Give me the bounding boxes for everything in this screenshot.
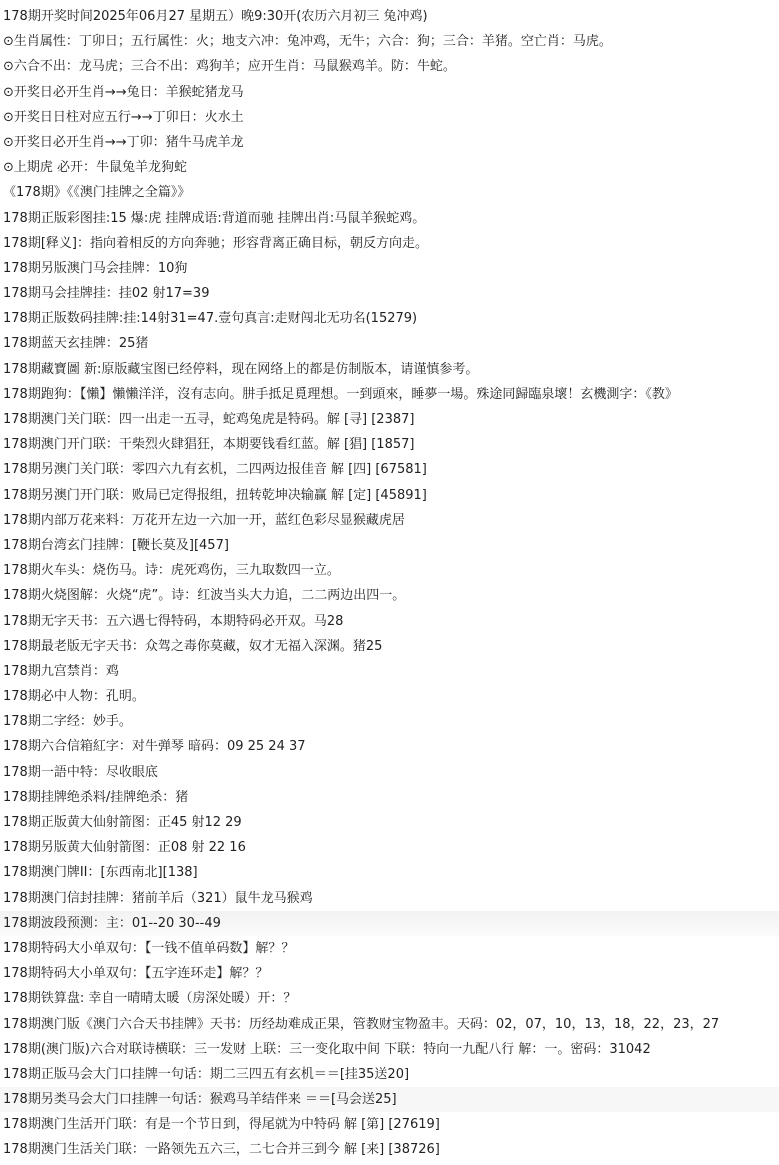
text-line: 178期特码大小单双句：【一钱不值单码数】解？？ bbox=[3, 940, 295, 956]
text-line: 178期特码大小单双句：【五字连环走】解？？ bbox=[3, 966, 269, 982]
article-body bbox=[0, 4, 779, 1163]
text-line: 178期另版黄大仙射箭图：正08 射 22 16 bbox=[3, 840, 246, 856]
text-line: 178期一語中特：尽收眼底 bbox=[3, 764, 158, 780]
text-line: 178期正版数码挂牌:挂:14射31=47.壹句真言:走财闯北无功名(15279) bbox=[3, 311, 418, 327]
text-line: 178期澳门信封挂牌：猪前羊后（321）鼠牛龙马猴鸡 bbox=[3, 890, 313, 906]
text-line: 178期铁算盘: 幸自一晴晴太暖（房深处暖）开：？ bbox=[3, 991, 297, 1007]
text-line: 178期另版澳门马会挂牌：10狗 bbox=[3, 260, 188, 276]
text-line: 178期火烧图解：火烧“虎”。诗：红波当头大力追，二二两边出四一。 bbox=[3, 588, 406, 604]
text-line: 178期内部万花来料：万花开左边一六加一开，蓝红色彩尽显猴藏虎居 bbox=[3, 512, 405, 528]
liuhe-line: ⊙六合不出：龙马虎；三合不出：鸡狗羊；应开生肖：马鼠猴鸡羊。防：牛蛇。 bbox=[3, 59, 456, 75]
text-line: 178期二字经：妙手。 bbox=[3, 714, 132, 730]
text-line: 178期火车头：烧伤马。诗：虎死鸡伤，三九取数四一立。 bbox=[3, 563, 340, 579]
text-line: 178期必中人物：孔明。 bbox=[3, 689, 145, 705]
text-line: 178期挂牌绝杀料/挂牌绝杀：猪 bbox=[3, 789, 189, 805]
dingmao-zodiac-line: ⊙开奖日必开生肖→→丁卯：猪牛马虎羊龙 bbox=[3, 134, 244, 150]
text-line: 178期(澳门版)六合对联诗横联：三一发财 上联：三一变化取中间 下联：特向一九配八行 解：一。密码：31042 bbox=[3, 1041, 651, 1057]
draw-time-line: 178期开奖时间2025年06月27 星期五）晚9:30开(农历六月初三 兔冲鸡) bbox=[3, 9, 428, 24]
must-open-zodiac-line: ⊙开奖日必开生肖→→兔日：羊猴蛇猪龙马 bbox=[3, 84, 244, 100]
text-line: 178期澳门版《澳门六合天书挂牌》天书：历经劫难成正果，管教财宝物盈丰。天码：02，07，10，13，18，22，23，27 bbox=[3, 1016, 720, 1032]
text-line: 178期台湾玄门挂牌：[鞭长莫及][457] bbox=[3, 537, 229, 553]
text-line: 178期跑狗：【懶】懶懶洋洋，沒有志向。肼手抵足覓理想。一到頭來，睡夢一場。殊途同歸臨泉壞！玄機測字：《教》 bbox=[3, 386, 678, 402]
text-line: 178期澳门关门联：四一出走一五寻，蛇鸡兔虎是特码。解 [寻] [2387] bbox=[3, 412, 415, 427]
text-line: 178期另澳门开门联：败局已定得报组，扭转乾坤决输赢 解 [定] [45891] bbox=[3, 487, 427, 503]
text-line: 178期[释义]：指向着相反的方向奔驰；形容背离正确目标，朝反方向走。 bbox=[3, 235, 428, 251]
text-line: 178期澳门牌II：[东西南北][138] bbox=[3, 865, 198, 881]
text-line: 178期正版彩图挂:15 爆:虎 挂牌成语:背道而驰 挂牌出肖:马鼠羊猴蛇鸡。 bbox=[3, 210, 426, 226]
text-line: 178期另澳门关门联：零四六九有玄机，二四两边报佳音 解 [四] [67581] bbox=[3, 462, 427, 478]
text-line: 178期澳门生活关门联：一路领先五六三，二七合并三到今 解 [来] [38726] bbox=[3, 1142, 440, 1158]
text-line: 178期波段预测：主：01--20 30--49 bbox=[0, 911, 779, 936]
last-period-line: ⊙上期虎 必开：牛鼠兔羊龙狗蛇 bbox=[3, 160, 188, 176]
text-line: 178期六合信箱紅字：对牛弹琴 暗码：09 25 24 37 bbox=[3, 739, 306, 755]
text-line: 178期澳门生活开门联：有是一个节日到，得尾就为中特码 解 [第] [27619] bbox=[3, 1117, 440, 1133]
day-pillar-elements-line: ⊙开奖日日柱对应五行→→丁卯日：火水土 bbox=[3, 109, 244, 125]
text-line: 178期九宫禁肖：鸡 bbox=[3, 663, 119, 679]
zodiac-attributes-line: ⊙生肖属性：丁卯日；五行属性：火；地支六冲：兔冲鸡，无牛；六合：狗；三合：羊猪。空亡肖：马虎。 bbox=[3, 34, 612, 50]
text-line: 178期马会挂牌挂：挂02 射17=39 bbox=[3, 286, 210, 302]
text-line: 178期最老版无字天书：众驾之毒你莫藏，奴才无福入深渊。猪25 bbox=[3, 638, 383, 654]
text-line: 178期无字天书：五六遇七得特码，本期特码必开双。马28 bbox=[3, 613, 344, 629]
text-line: 178期澳门开门联：干柴烈火肆猖狂，本期要钱看红蓝。解 [猖] [1857] bbox=[3, 437, 415, 453]
text-line: 178期蓝天玄挂牌：25猪 bbox=[3, 336, 149, 352]
section-heading: 《178期》《《澳门挂牌之全篇》》 bbox=[3, 185, 191, 201]
text-line: 178期正版马会大门口挂牌一句话：期二三四五有玄机＝＝[挂35送20] bbox=[3, 1066, 410, 1082]
text-line: 178期另类马会大门口挂牌一句话：猴鸡马羊结伴来 ＝＝[马会送25] bbox=[0, 1087, 779, 1112]
text-line: 178期藏寶圖 新:原版藏宝图已经停料，现在网络上的都是仿制版本，请谨慎参考。 bbox=[3, 361, 479, 377]
text-line: 178期正版黄大仙射箭图：正45 射12 29 bbox=[3, 815, 242, 830]
